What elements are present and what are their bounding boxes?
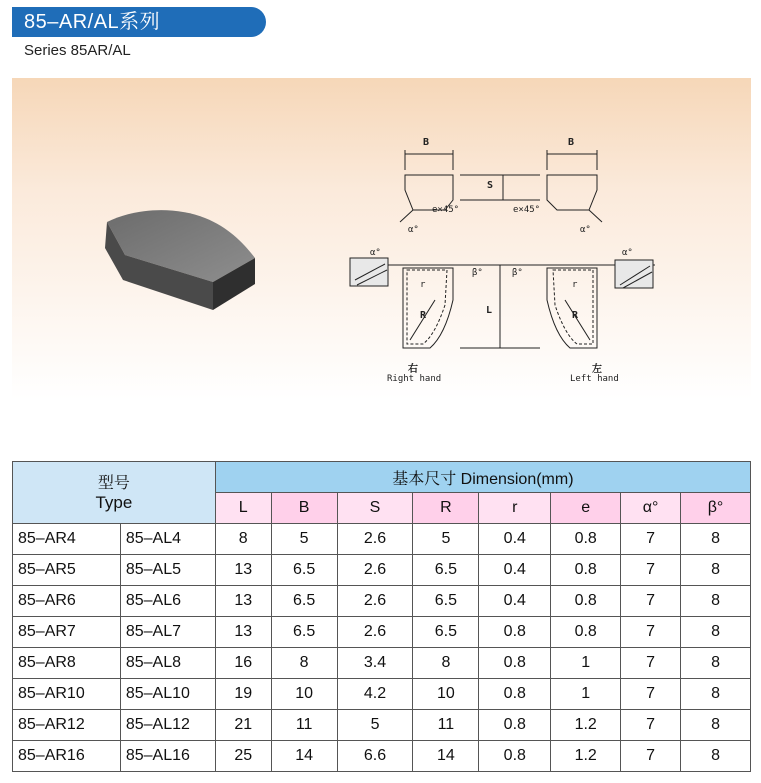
table-cell: 7 — [621, 524, 681, 555]
table-row — [13, 586, 751, 617]
dim-R-left: R — [420, 310, 427, 321]
table-cell: 2.6 — [337, 586, 413, 617]
table-cell: 0.4 — [479, 586, 551, 617]
type-ar-cell: 85–AR7 — [13, 617, 121, 648]
table-cell: 13 — [215, 617, 271, 648]
table-row — [13, 555, 751, 586]
table-row — [13, 524, 751, 555]
table-cell: 25 — [215, 741, 271, 772]
table-cell: 8 — [681, 741, 751, 772]
table-cell: 7 — [621, 586, 681, 617]
table-cell: 5 — [413, 524, 479, 555]
dim-r-right: r — [572, 280, 578, 290]
table-cell: 3.4 — [337, 648, 413, 679]
table-cell: 6.5 — [271, 617, 337, 648]
table-cell: 1 — [551, 679, 621, 710]
table-cell: 8 — [215, 524, 271, 555]
table-cell: 0.8 — [479, 679, 551, 710]
table-cell: 6.5 — [271, 555, 337, 586]
type-ar-cell: 85–AR6 — [13, 586, 121, 617]
dim-alpha-top-right: α° — [580, 225, 591, 235]
dim-e-left: e×45° — [432, 205, 460, 215]
table-cell: 11 — [271, 710, 337, 741]
table-cell: 7 — [621, 555, 681, 586]
series-subtitle: Series 85AR/AL — [24, 42, 131, 59]
table-cell: 0.8 — [479, 741, 551, 772]
table-cell: 14 — [413, 741, 479, 772]
table-cell: 6.5 — [271, 586, 337, 617]
type-al-cell: 85–AL10 — [120, 679, 215, 710]
column-header: e — [551, 493, 621, 524]
table-cell: 8 — [413, 648, 479, 679]
type-ar-cell: 85–AR12 — [13, 710, 121, 741]
right-hand-cn: 右 — [408, 364, 418, 375]
dimension-header: 基本尺寸 Dimension(mm) — [215, 462, 750, 493]
table-cell: 13 — [215, 586, 271, 617]
table-row — [13, 741, 751, 772]
table-cell: 7 — [621, 710, 681, 741]
table-cell: 0.4 — [479, 524, 551, 555]
type-al-cell: 85–AL5 — [120, 555, 215, 586]
table-cell: 8 — [271, 648, 337, 679]
type-al-cell: 85–AL8 — [120, 648, 215, 679]
type-ar-cell: 85–AR10 — [13, 679, 121, 710]
dim-r-left: r — [420, 280, 426, 290]
table-cell: 0.8 — [551, 555, 621, 586]
table-cell: 0.8 — [551, 524, 621, 555]
dim-b-left: B — [423, 137, 430, 148]
table-cell: 6.6 — [337, 741, 413, 772]
table-cell: 8 — [681, 617, 751, 648]
table-cell: 8 — [681, 555, 751, 586]
table-cell: 19 — [215, 679, 271, 710]
column-header: α° — [621, 493, 681, 524]
table-cell: 8 — [681, 648, 751, 679]
table-cell: 1 — [551, 648, 621, 679]
table-cell: 7 — [621, 617, 681, 648]
dim-R-right: R — [572, 310, 579, 321]
type-al-cell: 85–AL4 — [120, 524, 215, 555]
type-ar-cell: 85–AR5 — [13, 555, 121, 586]
type-al-cell: 85–AL6 — [120, 586, 215, 617]
table-cell: 0.8 — [479, 617, 551, 648]
table-cell: 6.5 — [413, 555, 479, 586]
dim-alpha-right: α° — [622, 248, 633, 258]
table-cell: 16 — [215, 648, 271, 679]
table-cell: 10 — [271, 679, 337, 710]
carbide-tip-illustration — [95, 200, 265, 315]
table-cell: 0.8 — [479, 648, 551, 679]
column-header: L — [215, 493, 271, 524]
table-cell: 11 — [413, 710, 479, 741]
column-header: β° — [681, 493, 751, 524]
dim-s: S — [487, 180, 494, 191]
table-cell: 5 — [271, 524, 337, 555]
table-cell: 8 — [681, 524, 751, 555]
table-cell: 21 — [215, 710, 271, 741]
table-cell: 1.2 — [551, 710, 621, 741]
right-hand-en: Right hand — [387, 374, 442, 384]
table-cell: 6.5 — [413, 617, 479, 648]
column-header: R — [413, 493, 479, 524]
table-row — [13, 617, 751, 648]
series-title: 85–AR/AL系列 — [24, 11, 161, 33]
table-cell: 14 — [271, 741, 337, 772]
left-hand-cn: 左 — [592, 364, 602, 375]
type-header-en: Type — [95, 492, 133, 512]
spec-table — [12, 461, 751, 772]
dim-alpha-top-left: α° — [408, 225, 419, 235]
type-ar-cell: 85–AR4 — [13, 524, 121, 555]
table-row — [13, 710, 751, 741]
table-cell: 4.2 — [337, 679, 413, 710]
table-cell: 7 — [621, 679, 681, 710]
left-hand-en: Left hand — [570, 374, 619, 384]
table-cell: 13 — [215, 555, 271, 586]
type-ar-cell: 85–AR16 — [13, 741, 121, 772]
type-al-cell: 85–AL12 — [120, 710, 215, 741]
table-cell: 2.6 — [337, 524, 413, 555]
type-al-cell: 85–AL7 — [120, 617, 215, 648]
table-cell: 2.6 — [337, 555, 413, 586]
type-al-cell: 85–AL16 — [120, 741, 215, 772]
table-cell: 6.5 — [413, 586, 479, 617]
table-cell: 0.8 — [479, 710, 551, 741]
table-cell: 2.6 — [337, 617, 413, 648]
dim-b-right: B — [568, 137, 575, 148]
table-row — [13, 679, 751, 710]
table-cell: 8 — [681, 679, 751, 710]
table-cell: 5 — [337, 710, 413, 741]
dimension-diagram — [335, 130, 665, 390]
table-cell: 8 — [681, 710, 751, 741]
dim-alpha-left: α° — [370, 248, 381, 258]
series-title-bar — [12, 7, 266, 37]
dim-L: L — [486, 305, 493, 316]
type-header-cn: 型号 — [97, 474, 130, 492]
type-ar-cell: 85–AR8 — [13, 648, 121, 679]
table-cell: 1.2 — [551, 741, 621, 772]
dim-beta-right: β° — [512, 268, 523, 278]
column-header: r — [479, 493, 551, 524]
type-header — [13, 462, 216, 524]
column-header: B — [271, 493, 337, 524]
table-cell: 10 — [413, 679, 479, 710]
table-cell: 0.8 — [551, 617, 621, 648]
table-cell: 8 — [681, 586, 751, 617]
table-cell: 7 — [621, 648, 681, 679]
table-cell: 0.4 — [479, 555, 551, 586]
table-row — [13, 648, 751, 679]
dim-beta-left: β° — [472, 268, 483, 278]
column-header: S — [337, 493, 413, 524]
dim-e-right: e×45° — [513, 205, 541, 215]
table-cell: 7 — [621, 741, 681, 772]
table-cell: 0.8 — [551, 586, 621, 617]
spec-table-body — [13, 524, 751, 772]
